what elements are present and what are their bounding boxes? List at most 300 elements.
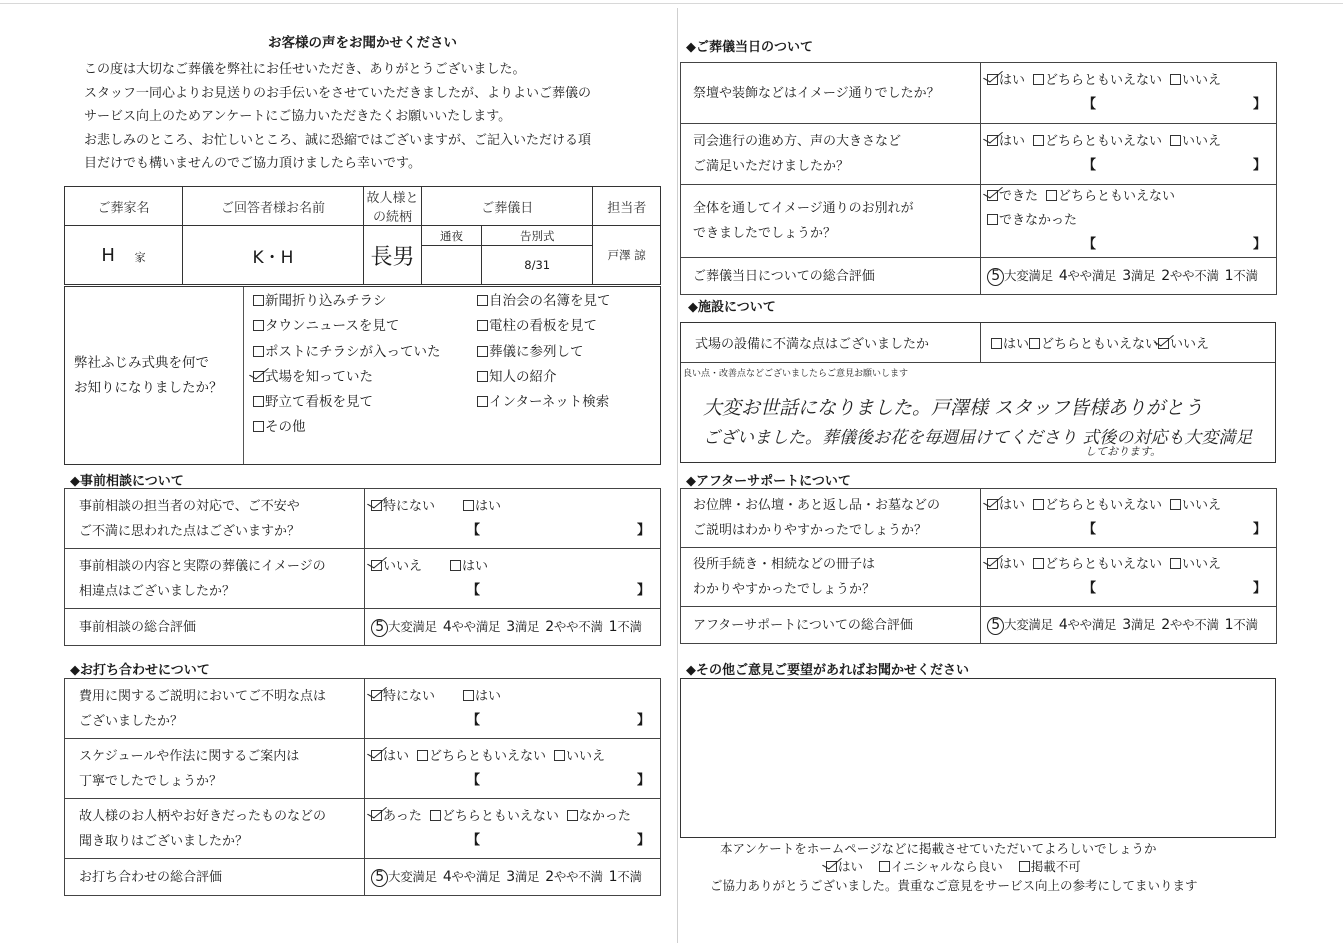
scan-top-edge [0,0,1343,4]
rating-number: 2 [545,619,554,635]
question-line: 弊社ふじみ式典を何で [74,354,209,371]
checkbox-option[interactable] [450,559,488,574]
question-row [65,679,661,739]
answer-cell [365,549,661,609]
checkbox-checked[interactable] [371,560,382,571]
checkbox-label: 特にない [383,688,436,704]
facility-options [981,323,1275,362]
checkbox-label: 葬儀に参列して [489,343,584,360]
question-line: 事前相談の内容と実際の葬儀にイメージの [79,558,326,574]
wake-header: 通夜 [422,226,482,246]
rating-number: 2 [545,869,554,885]
checkbox-label: ポストにチラシが入っていた [265,343,441,360]
question-text [65,549,365,609]
checkbox-unchecked[interactable] [1170,74,1181,85]
checkbox-checked[interactable] [371,750,382,761]
checkbox-label: どちらともいえない [441,808,559,824]
section-heading-facility: ◆施設について [688,300,776,315]
bracket-open: 【 [1083,158,1097,173]
rating-label: 大変満足 [1004,617,1053,632]
form-title: お客様の声をお聞かせください [268,35,457,51]
rating-option[interactable] [1225,617,1258,632]
answer-options [371,805,660,829]
question-line: ご説明はわかりやすかったでしょうか？ [693,523,928,538]
answer-options [987,69,1276,93]
checkbox-unchecked[interactable] [1019,861,1030,872]
checkbox-checked[interactable] [987,135,998,146]
rating-option[interactable] [1161,268,1218,283]
rating-number: 3 [1122,268,1131,284]
checkbox-option[interactable] [371,809,422,824]
bracket-close: 】 [1252,522,1266,537]
intro-line: お悲しみのところ、お忙しいところ、誠に恐縮ではございますが、ご記入いただける項 [84,132,592,148]
comment-field[interactable] [987,518,1276,542]
comment-field[interactable] [371,829,660,853]
checkbox-option[interactable] [477,340,660,365]
family-name-value: H [101,244,115,266]
checkbox-option[interactable] [1029,333,1158,352]
answer-cell [365,679,661,739]
checkbox-checked[interactable] [826,861,837,872]
comment-field[interactable] [371,519,660,543]
question-text [681,548,981,607]
checkbox-option[interactable] [987,498,1025,513]
checkbox-label: いいえ [1182,557,1222,572]
checkbox-unchecked[interactable] [463,690,474,701]
checkbox-option[interactable] [987,213,1077,228]
bracket-open: 【 [1083,581,1097,596]
checkbox-label: はい [462,558,489,574]
bracket-open: 【 [1083,237,1097,252]
checkbox-unchecked[interactable] [463,500,474,511]
checkbox-label: 新聞折り込みチラシ [265,293,387,309]
section-heading-meeting: ◆お打ち合わせについて [70,663,210,678]
checkbox-option[interactable] [371,499,435,514]
checkbox-label: いいえ [566,748,606,764]
checkbox-label: いいえ [1182,498,1222,513]
rating-number: 3 [506,869,515,885]
checkbox-label: どちらともいえない [1045,134,1163,149]
overall-rating-row [65,609,661,646]
question-line: 相違点はございましたか？ [79,583,236,599]
checkbox-option[interactable] [253,390,477,415]
question-text [65,739,365,799]
checkbox-checked[interactable] [253,371,264,382]
question-line: 聞き取りはございましたか？ [79,833,249,849]
overall-rating-label: アフターサポートについての総合評価 [681,607,981,644]
after-support-table [680,488,1277,644]
section-heading-pre-consultation: ◆事前相談について [70,474,184,489]
bracket-open: 【 [1083,97,1097,112]
rating-option[interactable] [371,619,437,634]
respondent-name-field[interactable]: K・H [183,226,364,285]
question-line: 事前相談の担当者の対応で、ご不安や [79,498,300,514]
checkbox-unchecked[interactable] [253,396,264,407]
checkbox-unchecked[interactable] [477,295,488,306]
rating-label: やや満足 [451,869,501,884]
checkbox-option[interactable] [463,499,501,514]
checkbox-option[interactable] [253,314,477,339]
checkbox-option[interactable] [1170,498,1221,513]
rating-option[interactable] [1059,268,1116,283]
checkbox-option[interactable] [253,289,477,314]
bracket-close: 】 [636,582,650,598]
answer-options [371,555,660,579]
checkbox-option[interactable] [1033,73,1162,88]
checkbox-option[interactable] [417,749,546,764]
handwritten-comment-line: ございました。葬儀後お花を毎週届けてくださり 式後の対応も大変満足 [703,428,1253,448]
rating-label: やや不満 [553,869,603,884]
bracket-open: 【 [467,582,481,598]
question-text [65,799,365,859]
checkbox-unchecked[interactable] [477,346,488,357]
checkbox-label: どちらともいえない [429,748,547,764]
meeting-table [64,678,661,896]
question-line: わかりやすかったでしょうか？ [693,582,876,597]
family-name-field[interactable] [65,226,183,285]
question-row [681,63,1277,124]
facility-comment-prompt: 良い点・改善点などございましたらご意見お願いします [683,369,909,379]
checkbox-option[interactable] [987,557,1025,572]
customer-info-table [64,186,661,285]
overall-rating-row [65,859,661,896]
question-row [681,185,1277,258]
answer-cell [365,489,661,549]
comment-field[interactable] [371,579,660,603]
checkbox-label: できた [999,189,1039,204]
checkbox-label: 自治会の名簿を見て [489,293,611,309]
checkbox-option[interactable] [1033,557,1162,572]
checkbox-label: 電柱の看板を見て [489,318,597,335]
checkbox-option[interactable] [1158,333,1209,352]
bracket-open: 【 [1083,522,1097,537]
answer-cell [365,799,661,859]
checkbox-option[interactable] [371,559,422,574]
question-row [681,548,1277,607]
wake-date-field[interactable] [422,246,482,285]
comment-field[interactable] [987,233,1276,257]
rating-number: 3 [1122,617,1131,633]
checkbox-option[interactable] [1046,189,1175,204]
rating-label: 大変満足 [1004,268,1053,283]
checkbox-checked[interactable] [371,690,382,701]
question-line: 役所手続き・相続などの冊子は [693,557,876,572]
checkbox-unchecked[interactable] [430,810,441,821]
bracket-close: 】 [636,522,650,538]
question-line: 全体を通してイメージ通りのお別れが [693,201,914,216]
rating-number-circled: 5 [371,869,388,887]
checkbox-label: はい [475,498,502,514]
checkbox-option[interactable] [567,809,631,824]
rating-option[interactable] [443,619,500,634]
rating-number: 1 [1224,268,1234,284]
checkbox-option[interactable] [463,689,501,704]
checkbox-option[interactable] [253,340,477,365]
checkbox-unchecked[interactable] [417,750,428,761]
publish-question: 本アンケートをホームページなどに掲載させていただいてよろしいでしょうか [720,841,1157,856]
question-text [65,489,365,549]
bracket-open: 【 [467,712,481,728]
checkbox-label: どちらともいえない [1045,557,1163,572]
checkbox-option[interactable] [987,134,1025,149]
family-name-header: ご葬家名 [65,187,183,226]
checkbox-label: その他 [265,419,306,436]
checkbox-label: はい [999,134,1026,149]
checkbox-unchecked[interactable] [253,320,264,331]
question-line: 丁寧でしたでしょうか？ [79,773,223,789]
checkbox-option[interactable] [826,859,863,874]
checkbox-label: できなかった [999,213,1078,228]
section-heading-other: ◆その他ご意見ご要望があればお聞かせください [686,663,969,678]
thanks-message: ご協力ありがとうございました。貴重なご意見をサービス向上の参考にしてまいります [710,878,1198,893]
question-line: 司会進行の進め方、声の大きさなど [693,134,902,149]
rating-option[interactable] [987,268,1053,283]
rating-label: やや不満 [1169,268,1219,283]
checkbox-checked[interactable] [1158,338,1169,349]
rating-option[interactable] [545,619,602,634]
checkbox-label: 掲載不可 [1030,859,1081,874]
question-row [65,739,661,799]
checkbox-label: はい [999,557,1026,572]
question-line: ございましたか？ [79,713,184,729]
checkbox-unchecked[interactable] [567,810,578,821]
rating-label: やや満足 [1067,617,1117,632]
checkbox-option[interactable] [477,365,660,390]
question-row [65,489,661,549]
answer-options [987,130,1276,154]
question-line: できましたでしょうか？ [693,226,837,241]
question-row [65,799,661,859]
question-line: 故人様のお人柄やお好きだったものなどの [79,808,327,824]
relation-header: 故人様との続柄 [364,187,422,226]
rating-scale [981,258,1277,295]
checkbox-option[interactable] [253,415,477,440]
checkbox-option[interactable] [991,333,1029,352]
checkbox-unchecked[interactable] [554,750,565,761]
comment-field[interactable] [987,93,1276,117]
bracket-close: 】 [636,832,650,848]
checkbox-option[interactable] [253,365,477,390]
checkbox-checked[interactable] [371,500,382,511]
checkbox-label: いいえ [1182,73,1222,88]
checkbox-option[interactable] [1170,557,1221,572]
rating-option[interactable] [1122,617,1155,632]
question-line: スケジュールや作法に関するご案内は [79,748,300,764]
rating-option[interactable] [1225,268,1258,283]
rating-label: やや不満 [553,619,603,634]
checkbox-unchecked[interactable] [1046,190,1057,201]
comment-field[interactable] [987,577,1276,601]
checkbox-label: あった [383,808,422,824]
checkbox-label: どちらともいえない [1045,73,1163,88]
rating-scale [981,607,1277,644]
question-line: ご不満に思われた点はございますか？ [79,523,301,539]
handwritten-comment-line: しております。 [1085,445,1162,458]
checkbox-option[interactable] [477,390,660,415]
funeral-day-table [680,62,1277,295]
checkbox-unchecked[interactable] [879,861,890,872]
rating-option[interactable] [609,869,642,884]
intro-line: この度は大切なご葬儀を弊社にお任せいただき、ありがとうございました。 [84,62,526,77]
staff-header: 担当者 [593,187,661,226]
question-text [681,124,981,185]
section-heading-funeral-day: ◆ご葬儀当日のついて [686,40,813,55]
comment-field[interactable] [371,769,660,793]
question-line: ご満足いただけましたか？ [693,159,850,174]
rating-option[interactable] [987,617,1053,632]
rating-option[interactable] [443,869,500,884]
checkbox-option[interactable] [987,189,1038,204]
rating-option[interactable] [371,869,437,884]
question-row [65,549,661,609]
bracket-close: 】 [1252,158,1266,173]
comment-field[interactable] [987,154,1276,178]
question-row [681,124,1277,185]
rating-number: 1 [1224,617,1234,633]
checkbox-label: 式場を知っていた [265,368,373,385]
question-text [681,489,981,548]
answer-options [371,495,660,519]
checkbox-option[interactable] [477,289,660,314]
checkbox-checked[interactable] [371,810,382,821]
rating-number: 2 [1161,617,1170,633]
staff-field[interactable]: 戸澤 諒 [593,226,661,285]
rating-label: 大変満足 [388,869,437,884]
rating-label: 満足 [1130,617,1156,632]
rating-option[interactable] [609,619,642,634]
bracket-open: 【 [467,522,481,538]
checkbox-unchecked[interactable] [1033,135,1044,146]
rating-option[interactable] [1059,617,1116,632]
handwritten-comment-line: 大変お世話になりました。戸澤様 スタッフ皆様ありがとう [703,397,1204,419]
rating-option[interactable] [1161,617,1218,632]
section-heading-after-support: ◆アフターサポートについて [686,474,851,489]
question-line: お知りになりましたか？ [74,379,223,396]
bracket-close: 】 [1252,97,1266,112]
bracket-close: 】 [636,772,650,788]
checkbox-label: いいえ [1182,134,1222,149]
question-line: 祭壇や装飾などはイメージ通りでしたか？ [693,85,940,101]
question-line: お位牌・お仏壇・あと返し品・お墓などの [693,498,941,513]
checkbox-option[interactable] [1033,134,1162,149]
facility-box [680,322,1276,463]
overall-rating-label: 事前相談の総合評価 [65,609,365,646]
answer-cell [981,185,1277,258]
checkbox-unchecked[interactable] [1170,558,1181,569]
checkbox-unchecked[interactable] [1029,338,1040,349]
relation-field[interactable]: 長男 [364,226,422,285]
checkbox-unchecked[interactable] [987,214,998,225]
checkbox-option[interactable] [1170,73,1221,88]
intro-line: スタッフ一同心よりお見送りのお手伝いをさせていただきましたが、よりよいご葬儀の [84,85,592,101]
rating-label: やや満足 [451,619,501,634]
checkbox-unchecked[interactable] [1033,558,1044,569]
question-line: 費用に関するご説明においてご不明な点は [79,688,327,704]
answer-cell [981,489,1277,548]
checkbox-unchecked[interactable] [1170,135,1181,146]
checkbox-checked[interactable] [987,190,998,201]
checkbox-option[interactable] [371,689,435,704]
other-comments-box[interactable] [680,678,1276,838]
checkbox-label: はい [999,73,1026,88]
ceremony-header: 告別式 [482,226,593,246]
question-text [681,63,981,124]
answer-options [371,685,660,709]
checkbox-option[interactable] [371,749,409,764]
overall-rating-label: ご葬儀当日についての総合評価 [681,258,981,295]
rating-label: 不満 [1233,617,1258,632]
bracket-open: 【 [467,832,481,848]
checkbox-label: はい [475,688,502,704]
checkbox-label: はい [838,859,864,874]
rating-number: 1 [608,619,618,635]
checkbox-label: どちらともいえない [1045,498,1163,513]
checkbox-label: 知人の紹介 [489,368,557,385]
source-question-box [64,286,661,465]
checkbox-unchecked[interactable] [477,320,488,331]
checkbox-label: イニシャルなら良い [891,859,1003,874]
bracket-close: 】 [636,712,650,728]
rating-option[interactable] [1122,268,1155,283]
checkbox-unchecked[interactable] [477,396,488,407]
checkbox-label: インターネット検索 [489,394,610,411]
checkbox-unchecked[interactable] [991,338,1002,349]
checkbox-unchecked[interactable] [1033,74,1044,85]
rating-scale [365,609,661,646]
checkbox-option[interactable] [1170,134,1221,149]
overall-rating-row [681,607,1277,644]
checkbox-option[interactable] [477,314,660,339]
checkbox-unchecked[interactable] [253,421,264,432]
rating-number-circled: 5 [987,617,1004,635]
checkbox-unchecked[interactable] [253,346,264,357]
checkbox-unchecked[interactable] [253,295,264,306]
comment-field[interactable] [371,709,660,733]
checkbox-label: タウンニュースを見て [265,318,400,335]
checkbox-unchecked[interactable] [450,560,461,571]
checkbox-option[interactable] [1019,859,1081,874]
checkbox-option[interactable] [987,73,1025,88]
checkbox-checked[interactable] [987,74,998,85]
checkbox-unchecked[interactable] [1170,499,1181,510]
checkbox-checked[interactable] [987,499,998,510]
checkbox-label: はい [383,748,410,764]
checkbox-label: どちらともいえない [1058,189,1176,204]
checkbox-label: 特にない [383,498,436,514]
bracket-close: 】 [1252,581,1266,596]
rating-option[interactable] [506,869,539,884]
checkbox-option[interactable] [1033,498,1162,513]
answer-cell [981,124,1277,185]
answer-options [987,553,1276,577]
checkbox-option[interactable] [554,749,605,764]
rating-scale [365,859,661,896]
rating-option[interactable] [545,869,602,884]
checkbox-option[interactable] [879,859,1003,874]
checkbox-unchecked[interactable] [1033,499,1044,510]
rating-label: 不満 [617,619,642,634]
rating-option[interactable] [506,619,539,634]
publish-options [826,857,1097,875]
checkbox-option[interactable] [430,809,559,824]
checkbox-checked[interactable] [987,558,998,569]
rating-label: 満足 [1130,268,1156,283]
checkbox-unchecked[interactable] [477,371,488,382]
ceremony-date-field[interactable]: 8/31 [482,246,593,285]
bracket-close: 】 [1252,237,1266,252]
answer-options [987,185,1276,233]
rating-label: 大変満足 [388,619,437,634]
